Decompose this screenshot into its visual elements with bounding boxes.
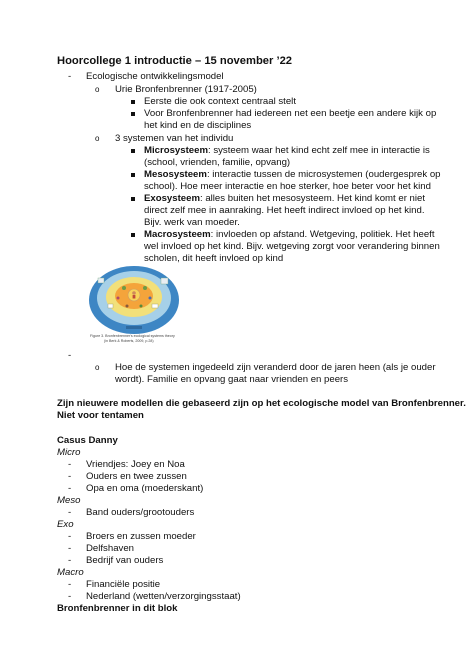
after-figure-line-1: Hoe de systemen ingedeeld zijn veranderd door de jaren heen (als je ouder [115, 362, 436, 373]
micro-text: : systeem waar het kind echt zelf mee in interactie is [208, 145, 430, 156]
square-bullet [131, 173, 135, 177]
meso-line-2: school). Hoe meer interactie en hoe sterker, hoe beter voor het kind [144, 181, 431, 192]
macro-term: Macrosysteem [144, 229, 211, 240]
after-figure-line-2: wordt). Familie en opvang gaat naar vrienden en peers [115, 374, 349, 385]
list-item: Financiële positie [86, 579, 161, 590]
outline-l3a: Eerste die ook context centraal stelt [144, 96, 296, 107]
case-macro-heading: Macro [57, 567, 84, 578]
list-item: Opa en oma (moederskant) [86, 483, 204, 494]
person-icon [117, 297, 120, 300]
ecological-model-figure [88, 262, 180, 344]
figure-caption-2: (in Berk & Roberts, 2009, p.28) [104, 339, 154, 343]
dash-bullet: - [68, 483, 72, 494]
building-icon [98, 278, 104, 283]
meso-text: : interactie tussen de microsystemen (oudergesprek op [206, 169, 441, 180]
exo-line-1 [144, 193, 425, 205]
dash-bullet: - [68, 579, 72, 590]
dash-bullet: - [68, 350, 72, 361]
micro-line-2: (school, vrienden, familie, opvang) [144, 157, 291, 168]
square-bullet [131, 197, 135, 201]
outline-l3b-1: Voor Bronfenbrenner had iedereen net een beetje een andere kijk op [144, 108, 437, 119]
outline-l1: Ecologische ontwikkelingsmodel [86, 71, 224, 82]
micro-line-1 [144, 145, 430, 157]
circle-bullet: o [95, 85, 100, 94]
list-item: Broers en zussen moeder [86, 531, 196, 542]
macrosystem-label-box [126, 326, 142, 329]
list-item: Vriendjes: Joey en Noa [86, 459, 185, 470]
outline-l2: Urie Bronfenbrenner (1917-2005) [115, 84, 257, 95]
macro-line-2: wel invloed op het kind. Bijv. wetgeving zorgt voor verandering binnen [144, 241, 440, 252]
list-item: Nederland (wetten/verzorgingsstaat) [86, 591, 241, 602]
case-micro-heading: Micro [57, 447, 81, 458]
dash-bullet: - [68, 591, 72, 602]
exo-line-2: direct zelf mee in aanraking. Het heeft indirect invloed op het kind. [144, 205, 425, 216]
exo-term: Exosysteem [144, 193, 200, 204]
footer-heading: Bronfenbrenner in dit blok [57, 603, 178, 614]
list-item: Bedrijf van ouders [86, 555, 164, 566]
person-icon [149, 297, 152, 300]
ecological-model-diagram [88, 262, 180, 340]
list-item: Delfshaven [86, 543, 134, 554]
meso-term: Mesosysteem [144, 169, 207, 180]
person-icon [126, 305, 129, 308]
figure-caption-1: Figure 3. Bronfenbrenner's ecological systems theory [90, 334, 175, 338]
note-line-1: Zijn nieuwere modellen die gebaseerd zijn op het ecologische model van Bronfenbrenner. [57, 398, 466, 409]
case-meso-heading: Meso [57, 495, 81, 506]
house-icon [108, 304, 113, 308]
exo-line-3: Bijv. werk van moeder. [144, 217, 240, 228]
tree-icon [122, 286, 126, 290]
meso-line-1 [144, 169, 441, 181]
dash-bullet: - [68, 555, 72, 566]
child-body-icon [133, 295, 136, 299]
circle-bullet: o [95, 363, 100, 372]
exo-text: : alles buiten het mesosysteem. Het kind komt er niet [200, 193, 426, 204]
house-icon [152, 304, 158, 308]
square-bullet [131, 112, 135, 116]
macro-line-3: scholen, dit heeft invloed op kind [144, 253, 284, 264]
macro-text: : invloeden op afstand. Wetgeving, politiek. Het heeft [210, 229, 435, 240]
outline-l3b-2: het kind en de disciplines [144, 120, 252, 131]
macro-line-1 [144, 229, 435, 241]
list-item: Ouders en twee zussen [86, 471, 187, 482]
micro-term: Microsysteem [144, 145, 208, 156]
square-bullet [131, 149, 135, 153]
case-exo-heading: Exo [57, 519, 74, 530]
dash-bullet: - [68, 471, 72, 482]
tree-icon [143, 286, 147, 290]
list-item: Band ouders/grootouders [86, 507, 195, 518]
outline-l2b: 3 systemen van het individu [115, 133, 234, 144]
dash-bullet: - [68, 459, 72, 470]
circle-bullet: o [95, 134, 100, 143]
dash-bullet: - [68, 531, 72, 542]
dash-bullet: - [68, 507, 72, 518]
building-icon [161, 278, 168, 284]
dash-bullet: - [68, 71, 72, 82]
square-bullet [131, 100, 135, 104]
case-title: Casus Danny [57, 435, 118, 446]
page-title: Hoorcollege 1 introductie – 15 november ’22 [57, 55, 293, 67]
square-bullet [131, 233, 135, 237]
child-head-icon [132, 291, 136, 295]
person-icon [140, 305, 143, 308]
dash-bullet: - [68, 543, 72, 554]
note-line-2: Niet voor tentamen [57, 410, 144, 421]
